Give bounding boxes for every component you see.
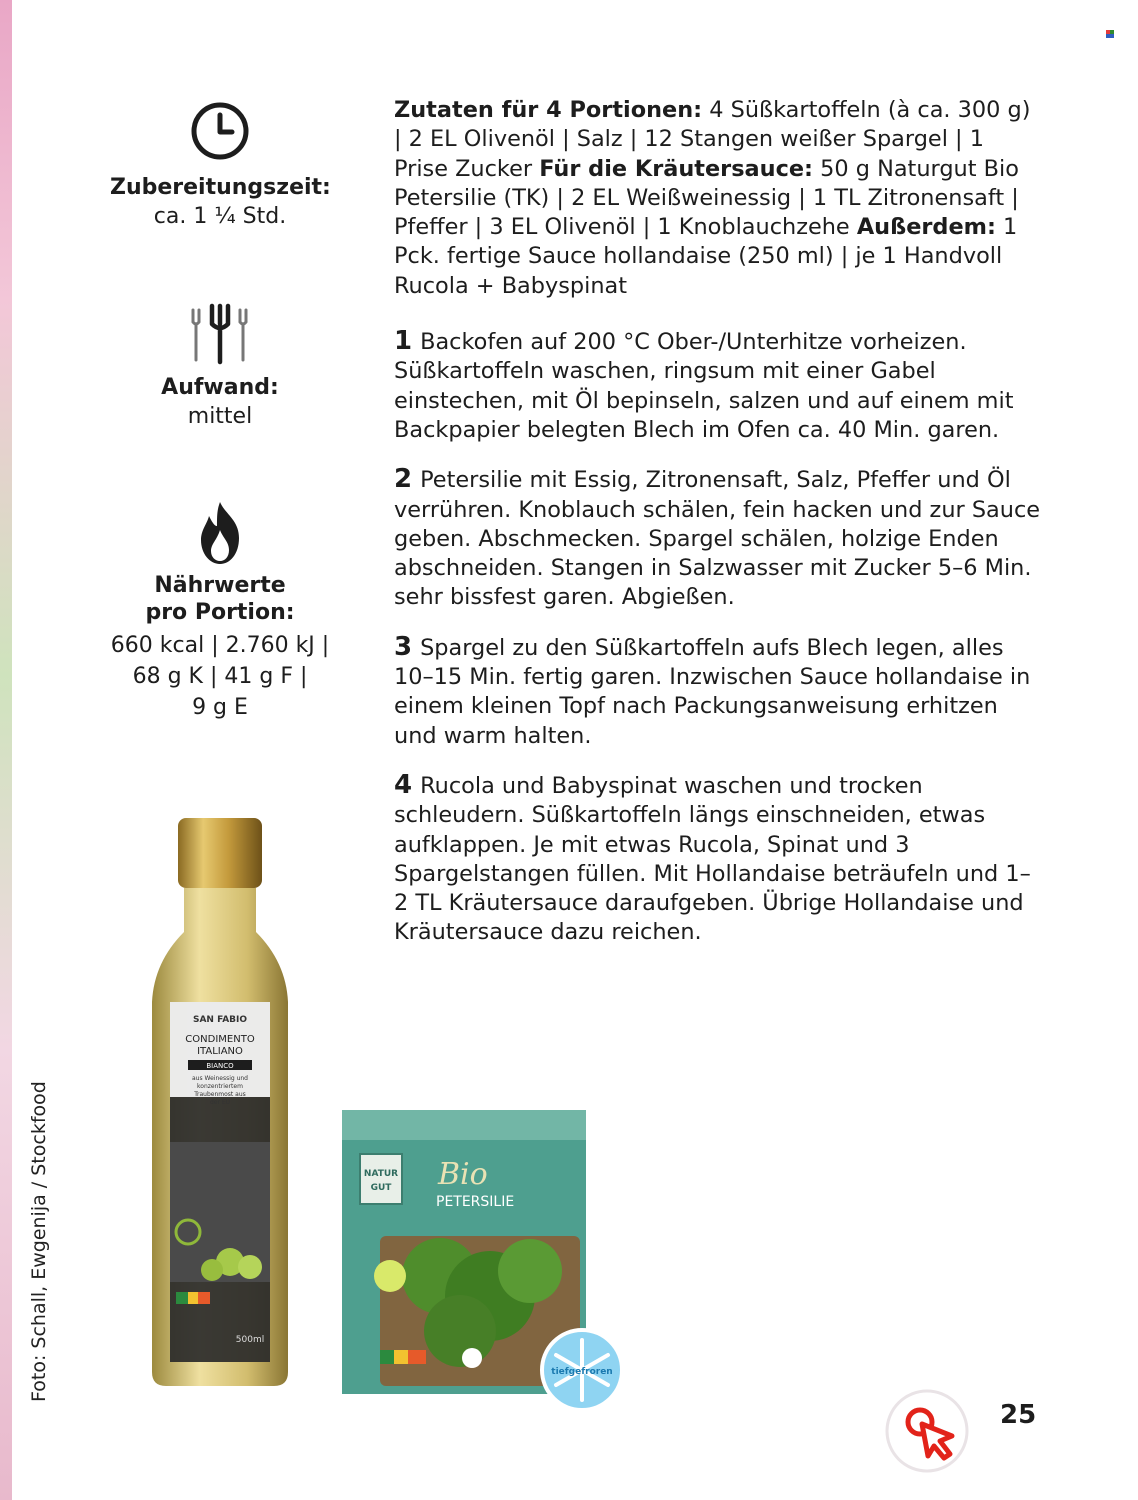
prep-time-title: Zubereitungszeit: (110, 175, 331, 200)
bottle-desc-2: konzentriertem (197, 1083, 243, 1090)
recipe-text (394, 96, 1044, 968)
step-4 (394, 771, 1044, 948)
page-edge-decoration (0, 0, 12, 1500)
box-badge (374, 1260, 406, 1292)
herb-sauce-list: 50 g Naturgut Bio Petersilie (TK) | 2 EL Weißweinessig | 1 TL Zitronensaft | Pfeffer | 3 EL Olivenöl | 1 Knoblauchzehe (394, 155, 1019, 241)
extras-list: 1 Pck. fertige Sauce hollandaise (250 ml) | je 1 Handvoll Rucola + Babyspinat (394, 214, 1018, 299)
effort-value: mittel (187, 404, 253, 429)
prep-time-block (110, 100, 330, 232)
box-brand-2: GUT (370, 1183, 392, 1193)
box-bio-text: Bio (438, 1157, 488, 1192)
step-text: Backofen auf 200 °C Ober-/Unterhitze vorheizen. Süßkartoffeln waschen, ringsum mit einer Gabel einstechen, mit Öl bepinseln, salzen und auf einem mit Backpapier belegten Blech im Ofen ca. 40 Min. garen. (394, 329, 1014, 443)
page-number: 25 (1000, 1400, 1037, 1430)
herb-sauce-label: Für die Kräutersauce: (539, 155, 814, 182)
step-number: 1 (394, 326, 413, 357)
nutrition-line-3: 9 g E (192, 695, 248, 720)
step-3 (394, 633, 1044, 751)
extras-label: Außerdem: (856, 214, 996, 241)
cutlery-icon (185, 304, 255, 364)
nutrition-line-1: 660 kcal | 2.760 kJ | (110, 633, 330, 658)
effort-title: Aufwand: (161, 375, 279, 400)
bottle-product-image[interactable] (140, 812, 300, 1392)
step-number: 4 (394, 769, 413, 800)
photo-credit: Foto: Schall, Ewgenija / Stockfood (28, 1081, 50, 1402)
bio-seal-icon (462, 1348, 482, 1368)
bottle-volume: 500ml (235, 1335, 265, 1345)
naturgut-logo (360, 1154, 402, 1204)
bottle-name-1: CONDIMENTO (185, 1034, 255, 1045)
box-brand-1: NATUR (363, 1169, 399, 1179)
nutrition-title-1: Nährwerte (154, 573, 286, 598)
step-text: Spargel zu den Süßkartoffeln aufs Blech legen, alles 10–15 Min. fertig garen. Inzwischen Sauce hollandaise in einem kleinen Topf nach Packungsanweisung erhitzen und warm halten. (394, 634, 1031, 749)
ingredients-list: 4 Süßkartoffeln (à ca. 300 g) | 2 EL Olivenöl | Salz | 12 Stangen weißer Spargel | 1 Prise Zucker (394, 97, 1031, 182)
bottle-desc-4: der EU (209, 1099, 231, 1106)
step-text: Petersilie mit Essig, Zitronensaft, Salz, Pfeffer und Öl verrühren. Knoblauch schälen, fein hacken und zur Sauce geben. Abschmecken. Spargel schälen, holzige Enden abschneiden. Stangen in Salzwasser mit Zucker 5–6 Min. sehr bissfest garen. Abgießen. (394, 467, 1041, 611)
parsley-box-product-image[interactable] (340, 1106, 613, 1400)
nutrition-line-2: 68 g K | 41 g F | (132, 664, 308, 689)
nutrition-block (110, 500, 330, 723)
bottle-variant: BIANCO (206, 1062, 234, 1070)
bottle-desc-3: Traubenmost aus (194, 1091, 246, 1098)
step-1 (394, 327, 1044, 445)
flame-icon (195, 500, 245, 566)
step-2 (394, 465, 1044, 612)
corner-logo-mark (1106, 30, 1114, 38)
prep-time-value: ca. 1 ¼ Std. (153, 204, 287, 229)
ingredients-label: Zutaten für 4 Portionen: (394, 97, 703, 123)
cursor-click-icon[interactable] (882, 1386, 972, 1476)
step-number: 3 (394, 631, 413, 662)
step-text: Rucola und Babyspinat waschen und trocken schleudern. Süßkartoffeln längs einschneiden, etwas aufklappen. Je mit etwas Rucola, Spinat und 3 Spargelstangen füllen. Mit Hollandaise beträufeln und 1–2 TL Kräutersauce daraufgeben. Übrige Hollandaise und Kräutersauce dazu reichen. (394, 772, 1031, 946)
step-number: 2 (394, 464, 413, 495)
ingredients-paragraph (394, 96, 1044, 301)
nutrition-title-2: pro Portion: (145, 600, 295, 625)
effort-block (110, 304, 330, 432)
bottle-cap (178, 818, 262, 888)
box-product-name: PETERSILIE (436, 1194, 515, 1210)
clock-icon (189, 100, 251, 162)
bottle-brand: SAN FABIO (192, 1015, 248, 1025)
frozen-label: tiefgefroren (551, 1367, 613, 1377)
bottle-desc-1: aus Weinessig und (192, 1075, 248, 1082)
bottle-name-2: ITALIANO (197, 1046, 243, 1057)
